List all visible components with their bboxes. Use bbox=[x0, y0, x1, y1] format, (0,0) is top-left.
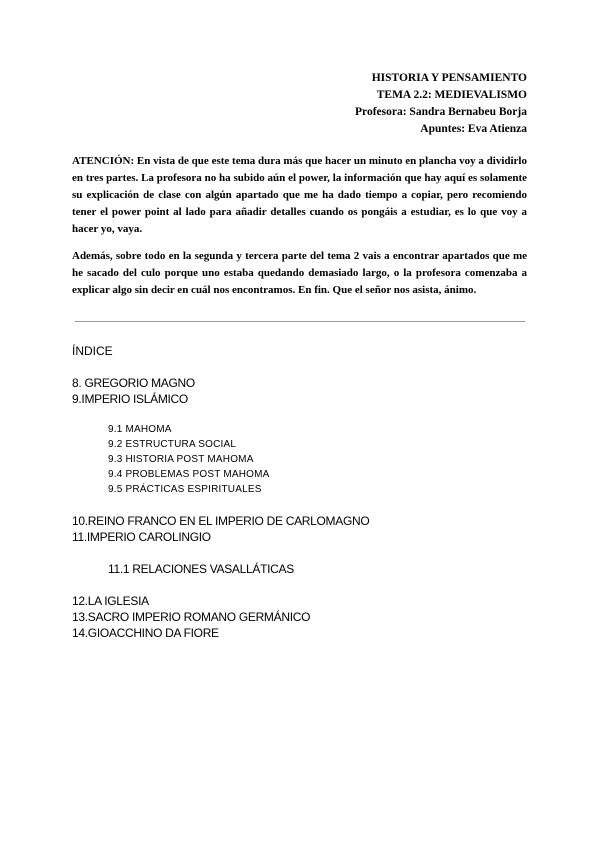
toc-item-10[interactable]: 10.REINO FRANCO EN EL IMPERIO DE CARLOMAGNO bbox=[72, 514, 370, 528]
toc-item-8[interactable]: 8. GREGORIO MAGNO bbox=[72, 376, 195, 390]
document-header bbox=[355, 70, 527, 138]
toc-item-9-3[interactable]: 9.3 HISTORIA POST MAHOMA bbox=[108, 454, 254, 465]
toc-item-14[interactable]: 14.GIOACCHINO DA FIORE bbox=[72, 626, 219, 640]
attention-label: ATENCIÓN: bbox=[72, 155, 135, 167]
toc-item-9-2[interactable]: 9.2 ESTRUCTURA SOCIAL bbox=[108, 439, 237, 450]
toc-item-11[interactable]: 11.IMPERIO CAROLINGIO bbox=[72, 530, 211, 544]
notes-author-line: Apuntes: Eva Atienza bbox=[420, 123, 527, 135]
professor-line: Profesora: Sandra Bernabeu Borja bbox=[355, 106, 527, 118]
course-title: HISTORIA Y PENSAMIENTO bbox=[371, 72, 527, 84]
toc-item-9-5[interactable]: 9.5 PRÁCTICAS ESPIRITUALES bbox=[108, 484, 262, 495]
horizontal-divider bbox=[75, 321, 525, 322]
toc-item-11-1[interactable]: 11.1 RELACIONES VASALLÁTICAS bbox=[108, 562, 294, 576]
toc-item-12[interactable]: 12.LA IGLESIA bbox=[72, 594, 149, 608]
attention-paragraph bbox=[72, 153, 527, 238]
topic-title: TEMA 2.2: MEDIEVALISMO bbox=[376, 89, 527, 101]
additional-note-paragraph: Además, sobre todo en la segunda y tercera parte del tema 2 vais a encontrar apartados que me he sacado del culo porque uno estaba quedando demasiado largo, o la profesora comenzaba a explicar algo sin decir en cuál nos encontramos. En fin. Que el señor nos asista, ánimo. bbox=[72, 250, 527, 296]
toc-item-9-1[interactable]: 9.1 MAHOMA bbox=[108, 424, 172, 435]
toc-item-9[interactable]: 9.IMPERIO ISLÁMICO bbox=[72, 392, 188, 406]
toc-item-9-4[interactable]: 9.4 PROBLEMAS POST MAHOMA bbox=[108, 469, 270, 480]
index-title: ÍNDICE bbox=[72, 344, 113, 358]
toc-item-13[interactable]: 13.SACRO IMPERIO ROMANO GERMÁNICO bbox=[72, 610, 311, 624]
attention-text: En vista de que este tema dura más que hacer un minuto en plancha voy a dividirlo en tres partes. La profesora no ha subido aún el power, la información que hay aquí es solamente su explicación de clase con algún apartado que me ha dado tiempo a copiar, pero recomiendo tener el power point al lado para añadir detalles cuando os pongáis a estudiar, es lo que voy a hacer yo, vaya. bbox=[72, 155, 527, 235]
